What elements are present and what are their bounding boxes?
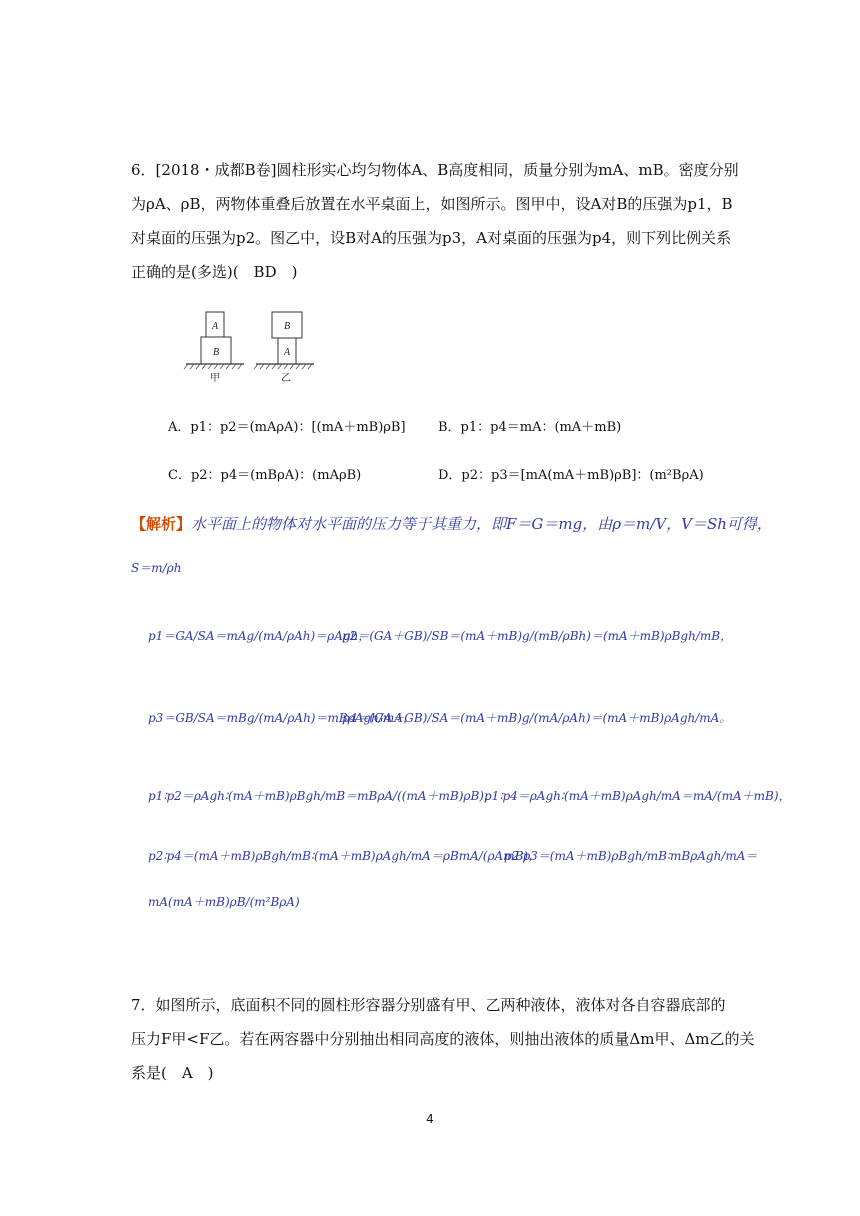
choice-d: D．p2：p3＝[mA(mA＋mB)ρB]：(m²BρA) [438,468,704,483]
q6-line-4: 正确的是(多选)( BD ) [131,263,298,281]
fig-caption-yi: 乙 [281,373,291,384]
solution-tag: 【解析】 [131,515,192,533]
solution-s-eq: S＝m/ρh [131,561,182,575]
solution-p4: p4＝(GA＋GB)/SA＝(mA＋mB)g/(mA/ρAh)＝(mA＋mB)ρAgh/mA。 [342,711,732,725]
fig-caption-jia: 甲 [210,373,220,384]
solution-intro: 水平面上的物体对水平面的压力等于其重力，即F＝G＝mg，由ρ＝m/V，V＝Sh可得， [191,515,772,533]
fig-label-jia-a: A [211,321,219,332]
q6-line-2: 为ρA、ρB，两物体重叠后放置在水平桌面上，如图所示。图甲中，设A对B的压强为p1，B [131,195,733,213]
solution-p3: p3＝GB/SA＝mBg/(mA/ρAh)＝mBρAgh/mA， [148,711,415,725]
q6-line-3: 对桌面的压强为p2。图乙中，设B对A的压强为p3，A对桌面的压强为p4，则下列比例关系 [131,229,732,247]
solution-ratio-23: p2∶p3＝(mA＋mB)ρBgh/mB∶mBρAgh/mA＝ [504,849,758,863]
q6-figure [182,306,322,384]
fig-label-yi-a: A [283,347,291,358]
q7-line-1: 7．如图所示，底面积不同的圆柱形容器分别盛有甲、乙两种液体，液体对各自容器底部的 [131,996,726,1014]
choice-b: B．p1：p4＝mA：(mA＋mB) [438,420,622,435]
solution-p1: p1＝GA/SA＝mAg/(mA/ρAh)＝ρAgh， [148,629,371,643]
solution-ratio-14: p1∶p4＝ρAgh∶(mA＋mB)ρAgh/mA＝mA/(mA＋mB)， [484,789,791,803]
solution-p2: p2＝(GA＋GB)/SB＝(mA＋mB)g/(mB/ρBh)＝(mA＋mB)ρBgh/mB， [342,629,733,643]
fig-label-jia-b: B [212,347,220,358]
q7-line-2: 压力F甲<F乙。若在两容器中分别抽出相同高度的液体，则抽出液体的质量Δm甲、Δm乙的关 [131,1030,755,1048]
fig-label-yi-b: B [283,321,291,332]
solution-ratio-12: p1∶p2＝ρAgh∶(mA＋mB)ρBgh/mB＝mBρA/((mA＋mB)ρB)， [148,789,496,803]
q7-line-3: 系是( A ) [131,1064,214,1082]
solution-ratio-23-result: mA(mA＋mB)ρB/(m²BρA) [148,895,300,909]
q6-line-1: 6．[2018・成都B卷]圆柱形实心均匀物体A、B高度相同，质量分别为mA、mB。密度分别 [131,161,739,179]
solution-intro-line [131,514,772,534]
solution-ratio-24: p2∶p4＝(mA＋mB)ρBgh/mB∶(mA＋mB)ρAgh/mA＝ρBmA/(ρAmB)， [148,849,541,863]
choice-c: C．p2：p4＝(mBρA)：(mAρB) [168,468,362,483]
page-number: 4 [426,1112,434,1126]
choice-a: A．p1：p2＝(mAρA)：[(mA＋mB)ρB] [168,420,406,435]
